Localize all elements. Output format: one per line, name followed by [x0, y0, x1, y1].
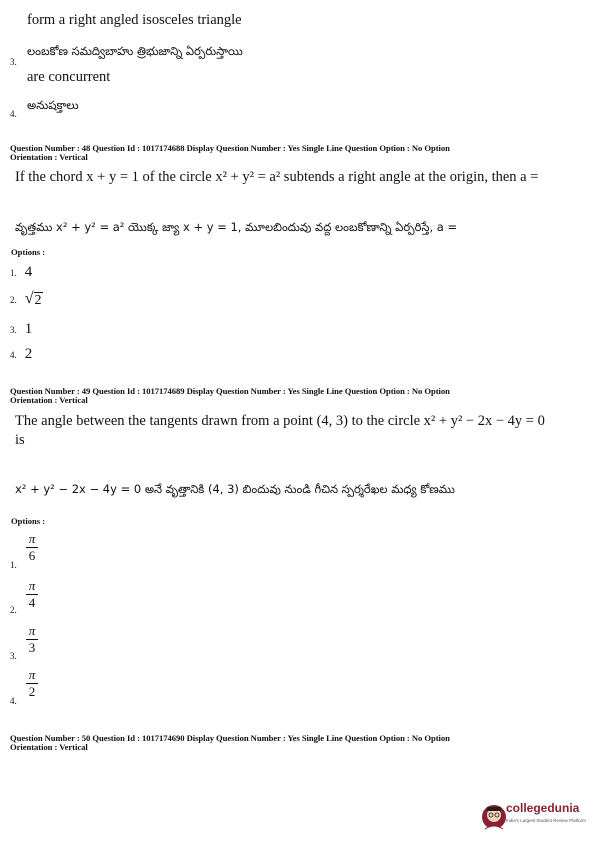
question-text-telugu: వృత్తము x² + y² = a² యొక్క జ్యా x + y = 1, మూలబిందువు వద్ద లంబకోణాన్ని ఏర్పరిస్తే, a =	[15, 220, 458, 234]
question-text-telugu: x² + y² − 2x − 4y = 0 అనే వృత్తానికి (4, 3) బిందువు నుండి గీచిన స్పర్శరేఖల మధ్య కోణము	[15, 482, 455, 496]
option-2	[10, 290, 43, 308]
option-value: 2	[24, 346, 33, 362]
option-value: 4	[24, 264, 33, 280]
option-number: 2.	[10, 605, 17, 615]
option-number: 3.	[10, 325, 17, 335]
numerator: π	[28, 531, 36, 546]
options-label: Options :	[11, 516, 46, 526]
logo-tagline: India's Largest Student Review Platform	[506, 818, 586, 823]
question-text-english-cont: is	[15, 432, 25, 448]
options-label: Options :	[11, 247, 46, 257]
option-number: 4.	[10, 109, 17, 119]
option-english-text: are concurrent	[27, 69, 111, 85]
numerator: π	[28, 667, 36, 682]
option-number: 3.	[10, 57, 17, 67]
option-1	[10, 263, 32, 281]
option-number: 4.	[10, 350, 17, 360]
logo-name: collegedunia	[506, 801, 580, 815]
option-telugu-text: లంబకోణ సమద్విబాహు త్రిభుజాన్ని ఏర్పరుస్తాయి	[27, 44, 243, 58]
question-text-english: If the chord x + y = 1 of the circle x² + y² = a² subtends a right angle at the origin, then a =	[15, 169, 539, 185]
option-value: 1	[24, 321, 33, 337]
denominator: 3	[28, 640, 36, 655]
radical-sign-icon: √	[24, 290, 34, 307]
option-number: 1.	[10, 560, 17, 570]
denominator: 4	[28, 595, 36, 610]
previous-option-text: form a right angled isosceles triangle	[27, 12, 242, 28]
fraction	[26, 624, 38, 655]
question-meta: Question Number : 48 Question Id : 1017174688 Display Question Number : Yes Single Line Question Option : No Option	[10, 143, 450, 153]
fraction	[26, 579, 38, 610]
denominator: 2	[28, 684, 36, 699]
option-number: 1.	[10, 268, 17, 278]
option-number: 2.	[10, 295, 17, 305]
question-orientation: Orientation : Vertical	[10, 395, 88, 405]
question-meta: Question Number : 50 Question Id : 1017174690 Display Question Number : Yes Single Line Question Option : No Option	[10, 733, 450, 743]
option-value: 2	[34, 293, 42, 308]
fraction	[26, 532, 38, 563]
sqrt-expression	[25, 290, 43, 308]
option-number: 3.	[10, 651, 17, 661]
question-orientation: Orientation : Vertical	[10, 742, 88, 752]
question-orientation: Orientation : Vertical	[10, 152, 88, 162]
denominator: 6	[28, 548, 36, 563]
numerator: π	[28, 578, 36, 593]
option-4	[10, 345, 32, 363]
question-meta: Question Number : 49 Question Id : 1017174689 Display Question Number : Yes Single Line Question Option : No Option	[10, 386, 450, 396]
fraction	[26, 668, 38, 699]
numerator: π	[28, 623, 36, 638]
option-3	[10, 320, 32, 338]
option-number: 4.	[10, 696, 17, 706]
option-telugu-text: అనుషక్తాలు	[27, 98, 79, 112]
question-text-english: The angle between the tangents drawn from a point (4, 3) to the circle x² + y² − 2x − 4y = 0	[15, 413, 545, 429]
